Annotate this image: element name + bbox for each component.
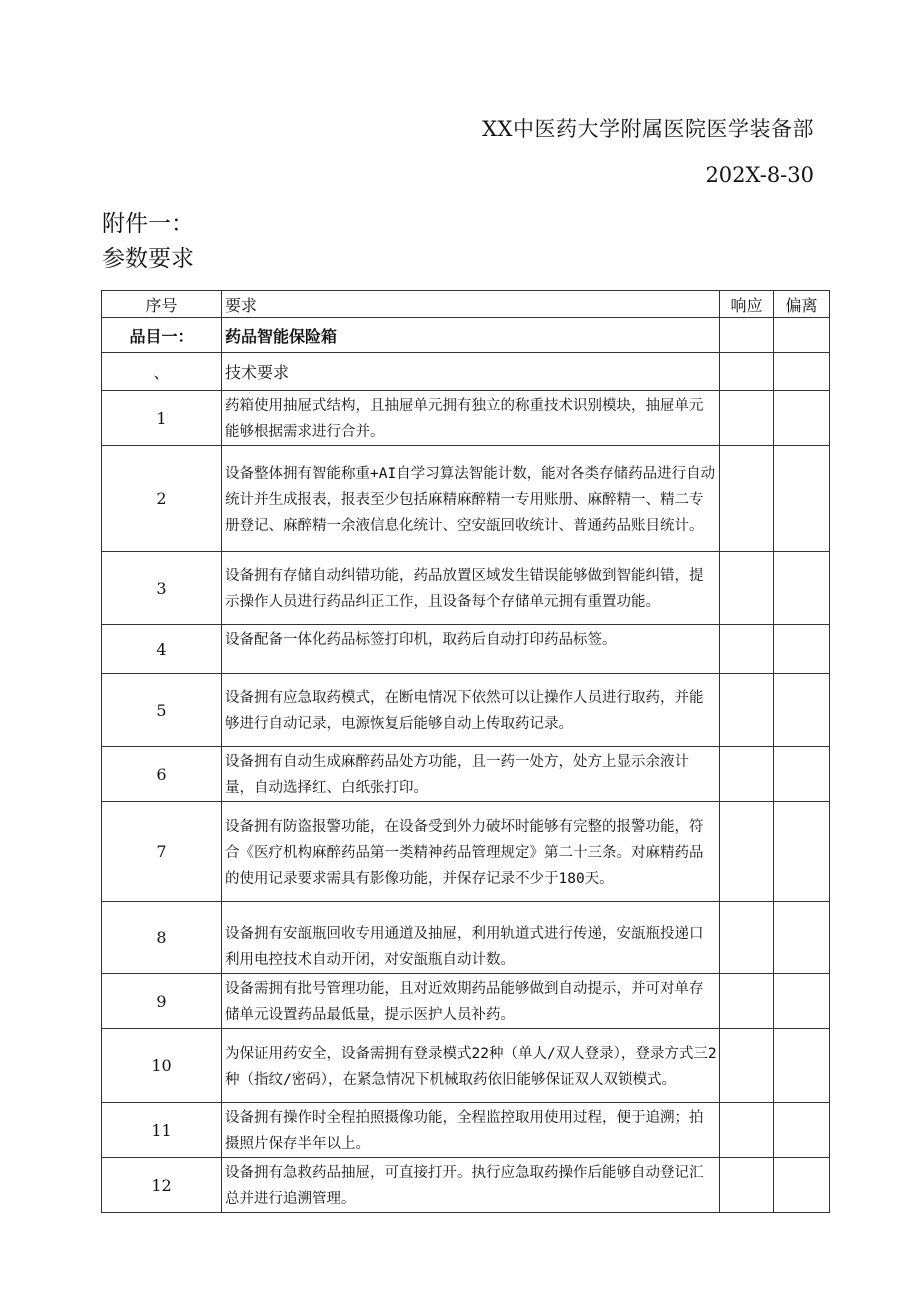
response-cell: [720, 1103, 774, 1158]
deviation-cell: [774, 353, 830, 391]
row-requirement: 设备配备一体化药品标签打印机，取药后自动打印药品标签。: [222, 625, 720, 674]
row-requirement: 设备拥有存储自动纠错功能，药品放置区域发生错误能够做到智能纠错，提示操作人员进行药品纠正工作，且设备每个存储单元拥有重置功能。: [222, 552, 720, 625]
row-requirement: 设备拥有防盗报警功能，在设备受到外力破坏时能够有完整的报警功能，符合《医疗机构麻醉药品第一类精神药品管理规定》第二十三条。对麻精药品的使用记录要求需具有影像功能，并保存记录不少于180天。: [222, 802, 720, 902]
deviation-cell: [774, 1158, 830, 1213]
deviation-cell: [774, 974, 830, 1029]
attachment-label: 附件一：: [102, 211, 194, 237]
table-row: [102, 674, 830, 747]
requirements-table: [101, 290, 830, 1213]
row-number: 5: [102, 674, 222, 747]
row-number: 12: [102, 1158, 222, 1213]
row-requirement: 设备拥有急救药品抽屉，可直接打开。执行应急取药操作后能够自动登记汇总并进行追溯管理。: [222, 1158, 720, 1213]
group-label: 品目一：: [102, 318, 222, 353]
deviation-cell: [774, 674, 830, 747]
header-deviation: 偏离: [774, 291, 830, 318]
row-requirement: 设备整体拥有智能称重+AI自学习算法智能计数，能对各类存储药品进行自动统计并生成报表，报表至少包括麻精麻醉精一专用账册、麻醉精一、精二专册登记、麻醉精一余液信息化统计、空安瓿回收统计、普通药品账目统计。: [222, 446, 720, 552]
deviation-cell: [774, 747, 830, 802]
row-number: 3: [102, 552, 222, 625]
deviation-cell: [774, 318, 830, 353]
deviation-cell: [774, 625, 830, 674]
deviation-cell: [774, 902, 830, 974]
row-requirement: 设备拥有应急取药模式，在断电情况下依然可以让操作人员进行取药，并能够进行自动记录，电源恢复后能够自动上传取药记录。: [222, 674, 720, 747]
response-cell: [720, 1029, 774, 1103]
table-row: [102, 1029, 830, 1103]
response-cell: [720, 974, 774, 1029]
response-cell: [720, 391, 774, 446]
document-date: 202X-8-30: [705, 163, 814, 187]
response-cell: [720, 674, 774, 747]
header-response: 响应: [720, 291, 774, 318]
row-requirement: 药箱使用抽屉式结构，且抽屉单元拥有独立的称重技术识别模块，抽屉单元能够根据需求进行合并。: [222, 391, 720, 446]
row-number: 11: [102, 1103, 222, 1158]
table-row: [102, 902, 830, 974]
deviation-cell: [774, 802, 830, 902]
response-cell: [720, 552, 774, 625]
row-number: 4: [102, 625, 222, 674]
row-number: 2: [102, 446, 222, 552]
row-requirement: 设备需拥有批号管理功能，且对近效期药品能够做到自动提示，并可对单存储单元设置药品最低量，提示医护人员补药。: [222, 974, 720, 1029]
table-row: [102, 446, 830, 552]
deviation-cell: [774, 446, 830, 552]
row-requirement: 设备拥有自动生成麻醉药品处方功能，且一药一处方，处方上显示余液计量，自动选择红、白纸张打印。: [222, 747, 720, 802]
response-cell: [720, 1158, 774, 1213]
subheading-row: [102, 353, 830, 391]
table-row: [102, 747, 830, 802]
response-cell: [720, 318, 774, 353]
deviation-cell: [774, 1029, 830, 1103]
row-number: 8: [102, 902, 222, 974]
header-number: 序号: [102, 291, 222, 318]
row-number: 9: [102, 974, 222, 1029]
response-cell: [720, 625, 774, 674]
table-row: [102, 1158, 830, 1213]
table-header-row: [102, 291, 830, 318]
row-number: 6: [102, 747, 222, 802]
group-row: [102, 318, 830, 353]
response-cell: [720, 446, 774, 552]
row-number: 10: [102, 1029, 222, 1103]
response-cell: [720, 747, 774, 802]
subheading-name: 技术要求: [222, 353, 720, 391]
table-row: [102, 552, 830, 625]
deviation-cell: [774, 552, 830, 625]
row-requirement: 设备拥有操作时全程拍照摄像功能，全程监控取用使用过程，便于追溯；拍摄照片保存半年以上。: [222, 1103, 720, 1158]
response-cell: [720, 353, 774, 391]
organization-name: XX中医药大学附属医院医学装备部: [482, 117, 814, 141]
row-number: 7: [102, 802, 222, 902]
row-number: 1: [102, 391, 222, 446]
table-row: [102, 391, 830, 446]
table-row: [102, 625, 830, 674]
table-row: [102, 974, 830, 1029]
group-name: 药品智能保险箱: [222, 318, 720, 353]
subheading-label: 、: [102, 353, 222, 391]
row-requirement: 为保证用药安全，设备需拥有登录模式22种（单人/双人登录），登录方式三2种（指纹/密码），在紧急情况下机械取药依旧能够保证双人双锁模式。: [222, 1029, 720, 1103]
row-requirement: 设备拥有安瓿瓶回收专用通道及抽屉，利用轨道式进行传递，安瓿瓶投递口利用电控技术自动开闭，对安瓿瓶自动计数。: [222, 902, 720, 974]
table-row: [102, 802, 830, 902]
response-cell: [720, 802, 774, 902]
deviation-cell: [774, 391, 830, 446]
section-title: 参数要求: [102, 246, 194, 272]
header-requirement: 要求: [222, 291, 720, 318]
table-row: [102, 1103, 830, 1158]
response-cell: [720, 902, 774, 974]
deviation-cell: [774, 1103, 830, 1158]
